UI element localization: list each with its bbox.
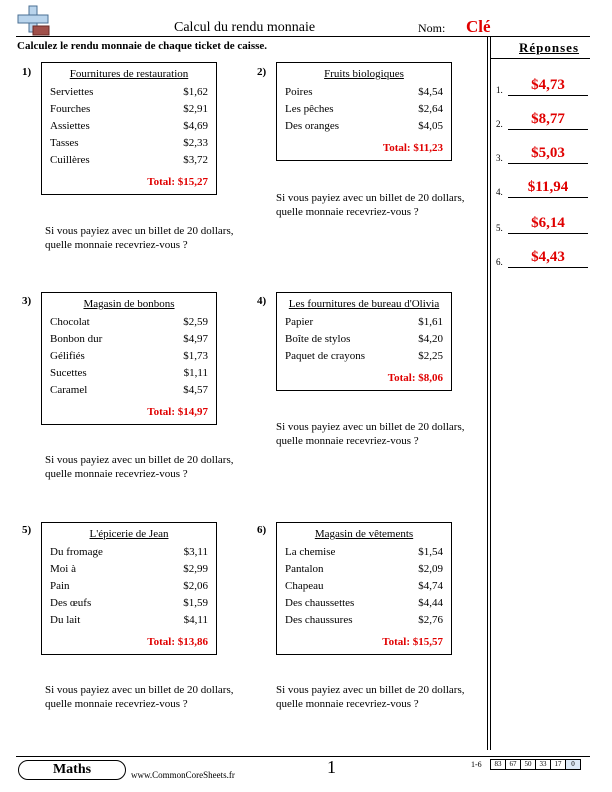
receipt-item bbox=[285, 611, 443, 628]
item-price: $4,54 bbox=[418, 85, 443, 98]
item-price: $4,97 bbox=[183, 332, 208, 345]
receipt-item bbox=[50, 364, 208, 381]
item-price: $3,11 bbox=[183, 545, 208, 558]
receipt-item bbox=[50, 611, 208, 628]
receipt-item bbox=[50, 543, 208, 560]
score-table bbox=[491, 759, 581, 770]
problem-number: 1) bbox=[22, 66, 32, 78]
item-price: $4,74 bbox=[418, 579, 443, 592]
item-price: $4,69 bbox=[183, 119, 208, 132]
answer-value: $6,14 bbox=[531, 215, 565, 231]
answer-underline bbox=[508, 163, 588, 164]
item-price: $1,62 bbox=[183, 85, 208, 98]
score-cell: 0 bbox=[565, 759, 581, 770]
problem-number: 3) bbox=[22, 295, 32, 307]
item-name: Gélifiés bbox=[50, 349, 85, 362]
item-name: Paquet de crayons bbox=[285, 349, 366, 362]
score-cell: 33 bbox=[535, 759, 551, 770]
store-name: L'épicerie de Jean bbox=[89, 528, 169, 540]
problem-number: 4) bbox=[257, 295, 267, 307]
answer-number: 5. bbox=[496, 223, 503, 233]
answer-number: 4. bbox=[496, 187, 503, 197]
receipt-item bbox=[285, 313, 443, 330]
receipt-total: Total: $15,27 bbox=[147, 176, 208, 188]
problem-number: 2) bbox=[257, 66, 267, 78]
receipt-item bbox=[50, 560, 208, 577]
answer-value: $4,43 bbox=[531, 249, 565, 265]
receipt-total: Total: $8,06 bbox=[387, 372, 443, 384]
answers-title: Réponses bbox=[519, 40, 580, 55]
answer-key-label: Clé bbox=[466, 17, 491, 36]
item-name: Poires bbox=[285, 85, 313, 98]
item-name: Moi à bbox=[50, 562, 76, 575]
score-cell: 83 bbox=[490, 759, 506, 770]
receipt-total: Total: $11,23 bbox=[382, 142, 443, 154]
question-text: Si vous payiez avec un billet de 20 dollars, quelle monnaie recevriez-vous ? bbox=[45, 684, 234, 710]
item-name: Cuillères bbox=[50, 153, 90, 166]
instructions: Calculez le rendu monnaie de chaque ticket de caisse. bbox=[17, 40, 268, 52]
item-name: Assiettes bbox=[50, 119, 90, 132]
receipt-item bbox=[50, 330, 208, 347]
answer-column-divider bbox=[490, 37, 491, 750]
item-name: La chemise bbox=[285, 545, 336, 558]
answer-number: 1. bbox=[496, 85, 503, 95]
item-price: $1,59 bbox=[183, 596, 208, 609]
logo-icon bbox=[16, 4, 50, 36]
question-text: Si vous payiez avec un billet de 20 dollars, quelle monnaie recevriez-vous ? bbox=[45, 225, 234, 251]
receipt-item bbox=[285, 543, 443, 560]
item-price: $2,76 bbox=[418, 613, 443, 626]
receipt-total: Total: $15,57 bbox=[382, 636, 443, 648]
answer-underline bbox=[508, 95, 588, 96]
item-price: $1,11 bbox=[183, 366, 208, 379]
answer-value: $8,77 bbox=[531, 111, 565, 127]
receipt-item bbox=[285, 560, 443, 577]
page-number: 1 bbox=[327, 757, 336, 777]
header-divider bbox=[16, 36, 590, 37]
item-name: Des œufs bbox=[50, 596, 92, 609]
store-name: Magasin de vêtements bbox=[314, 528, 414, 540]
item-name: Tasses bbox=[50, 136, 79, 149]
receipt bbox=[276, 292, 452, 391]
store-name: Les fournitures de bureau d'Olivia bbox=[288, 298, 440, 310]
answer-line bbox=[496, 74, 588, 96]
receipt bbox=[41, 522, 217, 655]
answer-number: 3. bbox=[496, 153, 503, 163]
receipt-item bbox=[50, 83, 208, 100]
answer-number: 6. bbox=[496, 257, 503, 267]
score-cell: 67 bbox=[505, 759, 521, 770]
receipt-total: Total: $13,86 bbox=[147, 636, 208, 648]
item-price: $2,91 bbox=[183, 102, 208, 115]
score-cell: 50 bbox=[520, 759, 536, 770]
item-name: Bonbon dur bbox=[50, 332, 103, 345]
item-name: Du fromage bbox=[50, 545, 103, 558]
item-price: $4,20 bbox=[418, 332, 443, 345]
receipt-item bbox=[50, 117, 208, 134]
item-price: $2,09 bbox=[418, 562, 443, 575]
receipt-item bbox=[285, 347, 443, 364]
item-price: $2,06 bbox=[183, 579, 208, 592]
worksheet-title: Calcul du rendu monnaie bbox=[174, 20, 316, 35]
item-price: $4,05 bbox=[418, 119, 443, 132]
answer-underline bbox=[508, 267, 588, 268]
subject-badge: Maths bbox=[18, 760, 126, 780]
item-price: $4,11 bbox=[183, 613, 208, 626]
item-price: $4,57 bbox=[183, 383, 208, 396]
item-price: $2,64 bbox=[418, 102, 443, 115]
store-name: Magasin de bonbons bbox=[83, 298, 175, 310]
receipt bbox=[41, 292, 217, 425]
receipt-item bbox=[50, 594, 208, 611]
item-name: Papier bbox=[285, 315, 314, 328]
receipt-item bbox=[285, 330, 443, 347]
footer-divider bbox=[16, 756, 590, 757]
item-name: Pain bbox=[50, 579, 70, 592]
item-name: Les pêches bbox=[285, 102, 334, 115]
item-price: $1,61 bbox=[418, 315, 443, 328]
receipt bbox=[276, 522, 452, 655]
answer-value: $5,03 bbox=[531, 145, 565, 161]
answer-line bbox=[496, 212, 588, 234]
receipt-item bbox=[285, 577, 443, 594]
store-name: Fruits biologiques bbox=[324, 68, 404, 80]
answer-value: $11,94 bbox=[527, 179, 569, 195]
item-price: $2,99 bbox=[183, 562, 208, 575]
receipt-item bbox=[50, 313, 208, 330]
receipt-item bbox=[50, 347, 208, 364]
answer-underline bbox=[508, 197, 588, 198]
receipt-total: Total: $14,97 bbox=[147, 406, 208, 418]
answer-column-divider bbox=[487, 37, 488, 750]
answer-number: 2. bbox=[496, 119, 503, 129]
item-name: Serviettes bbox=[50, 85, 94, 98]
item-price: $3,72 bbox=[183, 153, 208, 166]
question-text: Si vous payiez avec un billet de 20 dollars, quelle monnaie recevriez-vous ? bbox=[276, 421, 465, 447]
name-label: Nom: bbox=[418, 21, 446, 35]
receipt-item bbox=[285, 83, 443, 100]
receipt-item bbox=[285, 117, 443, 134]
receipt-item bbox=[50, 577, 208, 594]
store-name: Fournitures de restauration bbox=[69, 68, 189, 80]
item-name: Fourches bbox=[50, 102, 91, 115]
receipt-item bbox=[285, 100, 443, 117]
item-name: Des oranges bbox=[285, 119, 340, 132]
item-price: $2,25 bbox=[418, 349, 443, 362]
answers-title-divider bbox=[491, 58, 590, 59]
receipt bbox=[276, 62, 452, 161]
answer-value: $4,73 bbox=[531, 77, 565, 93]
website-link: www.CommonCoreSheets.fr bbox=[131, 770, 235, 780]
question-text: Si vous payiez avec un billet de 20 dollars, quelle monnaie recevriez-vous ? bbox=[276, 684, 465, 710]
answer-line bbox=[496, 176, 588, 198]
answer-underline bbox=[508, 129, 588, 130]
problem-number: 5) bbox=[22, 524, 32, 536]
receipt-item bbox=[50, 151, 208, 168]
answer-line bbox=[496, 108, 588, 130]
item-name: Sucettes bbox=[50, 366, 87, 379]
item-name: Du lait bbox=[50, 613, 81, 626]
item-name: Caramel bbox=[50, 383, 88, 396]
item-name: Des chaussettes bbox=[285, 596, 355, 609]
answer-line bbox=[496, 142, 588, 164]
answer-underline bbox=[508, 233, 588, 234]
item-price: $2,33 bbox=[183, 136, 208, 149]
item-price: $4,44 bbox=[418, 596, 443, 609]
item-price: $1,73 bbox=[183, 349, 208, 362]
score-cell: 17 bbox=[550, 759, 566, 770]
question-text: Si vous payiez avec un billet de 20 dollars, quelle monnaie recevriez-vous ? bbox=[276, 192, 465, 218]
answer-line bbox=[496, 246, 588, 268]
receipt-item bbox=[285, 594, 443, 611]
item-price: $2,59 bbox=[183, 315, 208, 328]
problem-range: 1-6 bbox=[471, 760, 482, 769]
item-name: Boîte de stylos bbox=[285, 332, 351, 345]
item-name: Chocolat bbox=[50, 315, 90, 328]
item-price: $1,54 bbox=[418, 545, 443, 558]
receipt bbox=[41, 62, 217, 195]
question-text: Si vous payiez avec un billet de 20 dollars, quelle monnaie recevriez-vous ? bbox=[45, 454, 234, 480]
receipt-item bbox=[50, 381, 208, 398]
item-name: Pantalon bbox=[285, 562, 324, 575]
problem-number: 6) bbox=[257, 524, 267, 536]
receipt-item bbox=[50, 100, 208, 117]
receipt-item bbox=[50, 134, 208, 151]
item-name: Chapeau bbox=[285, 579, 324, 592]
item-name: Des chaussures bbox=[285, 613, 353, 626]
